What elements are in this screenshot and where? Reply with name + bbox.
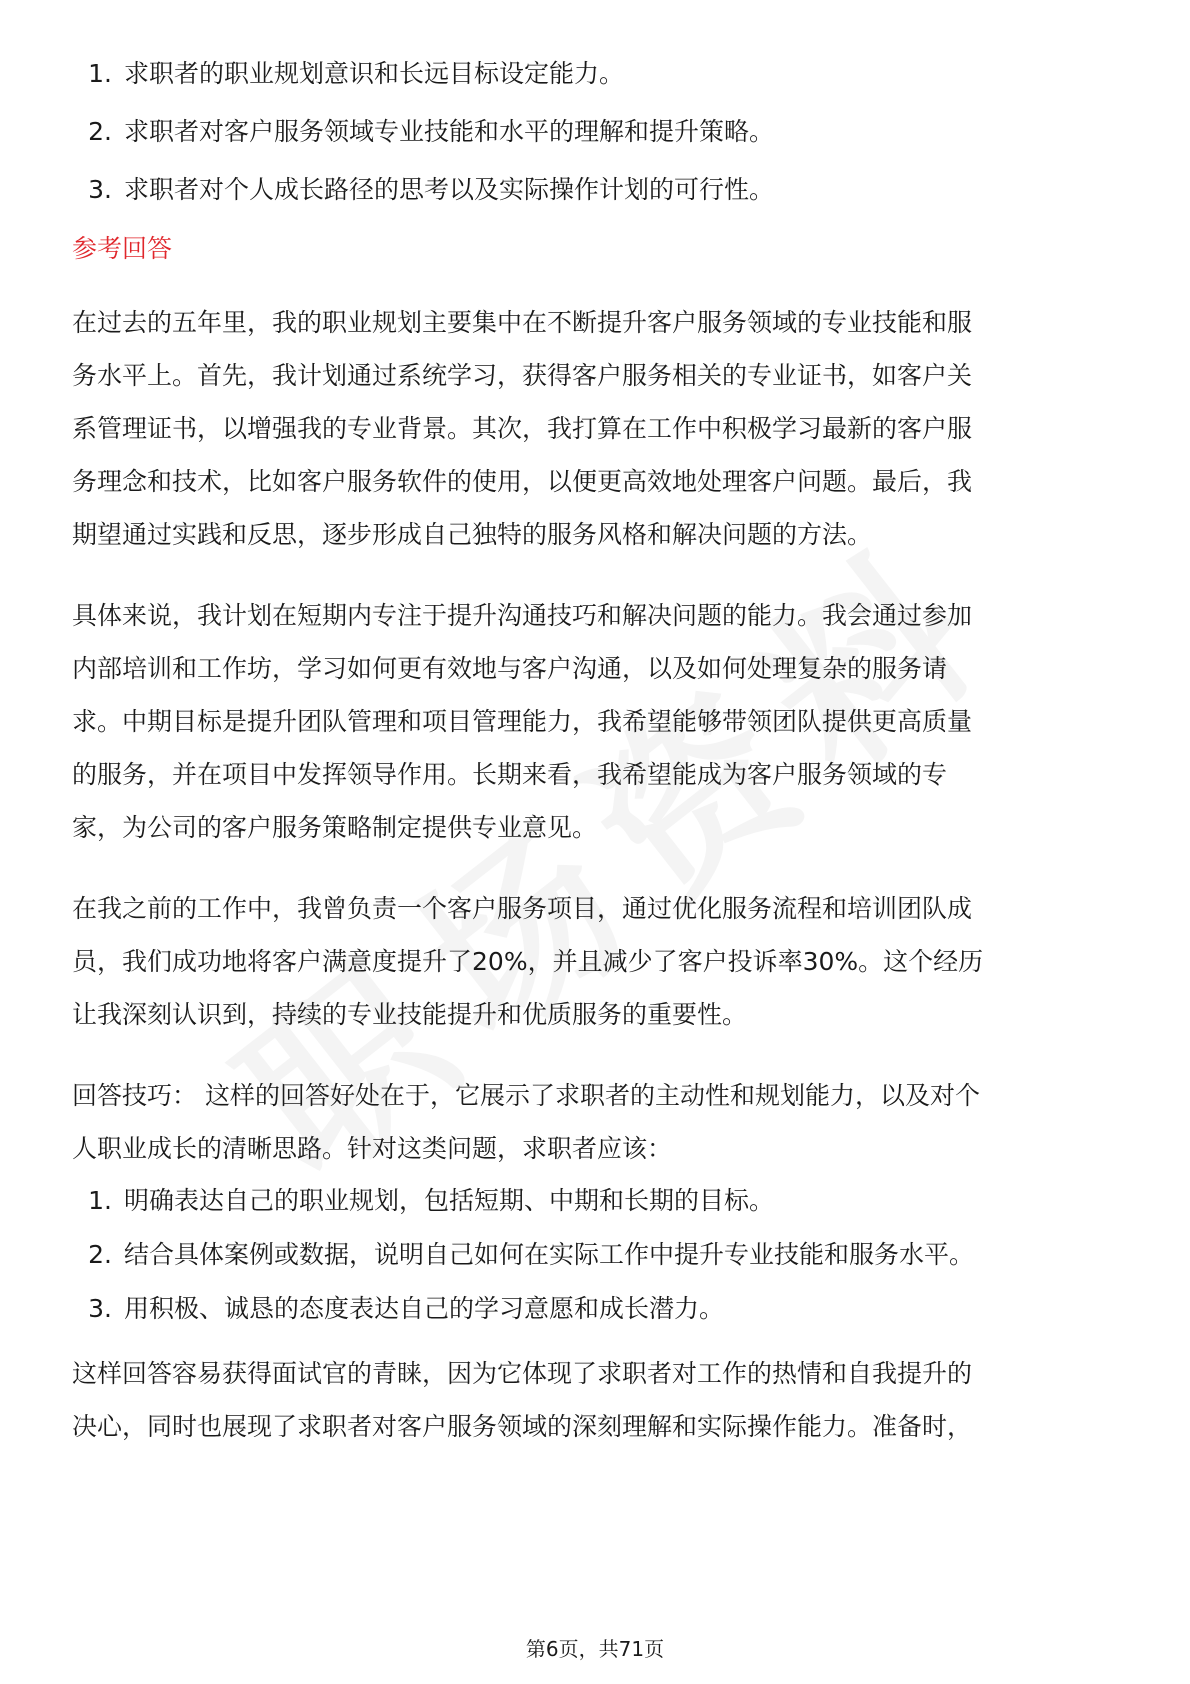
text-line: 决心，同时也展现了求职者对客户服务领域的深刻理解和实际操作能力。准备时， bbox=[72, 1412, 973, 1441]
text-line: 在过去的五年里，我的职业规划主要集中在不断提升客户服务领域的专业技能和服 bbox=[72, 308, 973, 337]
list-item-text: 明确表达自己的职业规划，包括短期、中期和长期的目标。 bbox=[124, 1186, 775, 1215]
text-line: 务理念和技术，比如客户服务软件的使用，以便更高效地处理客户问题。最后，我 bbox=[72, 467, 973, 496]
list-item-text: 用积极、诚恳的态度表达自己的学习意愿和成长潜力。 bbox=[124, 1294, 725, 1323]
paragraph-tips bbox=[72, 1069, 1122, 1175]
text-line: 在我之前的工作中，我曾负责一个客户服务项目，通过优化服务流程和培训团队成 bbox=[72, 894, 973, 923]
text-line: 回答技巧： 这样的回答好处在于，它展示了求职者的主动性和规划能力，以及对个 bbox=[72, 1081, 980, 1110]
text-line: 家，为公司的客户服务策略制定提供专业意见。 bbox=[72, 813, 598, 842]
list-item-number: 3. bbox=[88, 1294, 112, 1323]
page-content bbox=[72, 58, 1122, 1453]
page-number: 第6页，共71页 bbox=[525, 1637, 665, 1661]
list-item bbox=[72, 1185, 1122, 1217]
text-line: 人职业成长的清晰思路。针对这类问题，求职者应该： bbox=[72, 1134, 673, 1163]
text-line: 具体来说，我计划在短期内专注于提升沟通技巧和解决问题的能力。我会通过参加 bbox=[72, 601, 973, 630]
text-line: 的服务，并在项目中发挥领导作用。长期来看，我希望能成为客户服务领域的专 bbox=[72, 760, 948, 789]
list-item-text: 求职者的职业规划意识和长远目标设定能力。 bbox=[124, 59, 625, 88]
list-item bbox=[72, 58, 1122, 90]
list-item-text: 结合具体案例或数据，说明自己如何在实际工作中提升专业技能和服务水平。 bbox=[124, 1240, 975, 1269]
paragraph-goals bbox=[72, 589, 1122, 854]
text-line: 期望通过实践和反思，逐步形成自己独特的服务风格和解决问题的方法。 bbox=[72, 520, 873, 549]
list-item-text: 求职者对客户服务领域专业技能和水平的理解和提升策略。 bbox=[124, 117, 775, 146]
list-item bbox=[72, 1239, 1122, 1271]
tips-list bbox=[72, 1185, 1122, 1325]
text-line: 求。中期目标是提升团队管理和项目管理能力，我希望能够带领团队提供更高质量 bbox=[72, 707, 973, 736]
evaluation-points-list bbox=[72, 58, 1122, 206]
list-item-number: 2. bbox=[88, 117, 112, 146]
list-item bbox=[72, 116, 1122, 148]
paragraph-conclusion bbox=[72, 1347, 1122, 1453]
text-line: 务水平上。首先，我计划通过系统学习，获得客户服务相关的专业证书，如客户关 bbox=[72, 361, 973, 390]
list-item bbox=[72, 1293, 1122, 1325]
text-line: 让我深刻认识到，持续的专业技能提升和优质服务的重要性。 bbox=[72, 1000, 748, 1029]
text-line: 这样回答容易获得面试官的青睐，因为它体现了求职者对工作的热情和自我提升的 bbox=[72, 1359, 973, 1388]
text-line: 系管理证书，以增强我的专业背景。其次，我打算在工作中积极学习最新的客户服 bbox=[72, 414, 973, 443]
list-item-number: 2. bbox=[88, 1240, 112, 1269]
list-item-number: 3. bbox=[88, 175, 112, 204]
section-title: 参考回答 bbox=[72, 234, 173, 263]
text-line: 内部培训和工作坊，学习如何更有效地与客户沟通，以及如何处理复杂的服务请 bbox=[72, 654, 948, 683]
list-item bbox=[72, 174, 1122, 206]
paragraph-career-plan bbox=[72, 296, 1122, 561]
paragraph-experience bbox=[72, 882, 1122, 1041]
text-line: 员，我们成功地将客户满意度提升了20%，并且减少了客户投诉率30%。这个经历 bbox=[72, 947, 984, 976]
list-item-number: 1. bbox=[88, 59, 112, 88]
list-item-number: 1. bbox=[88, 1186, 112, 1215]
list-item-text: 求职者对个人成长路径的思考以及实际操作计划的可行性。 bbox=[124, 175, 775, 204]
